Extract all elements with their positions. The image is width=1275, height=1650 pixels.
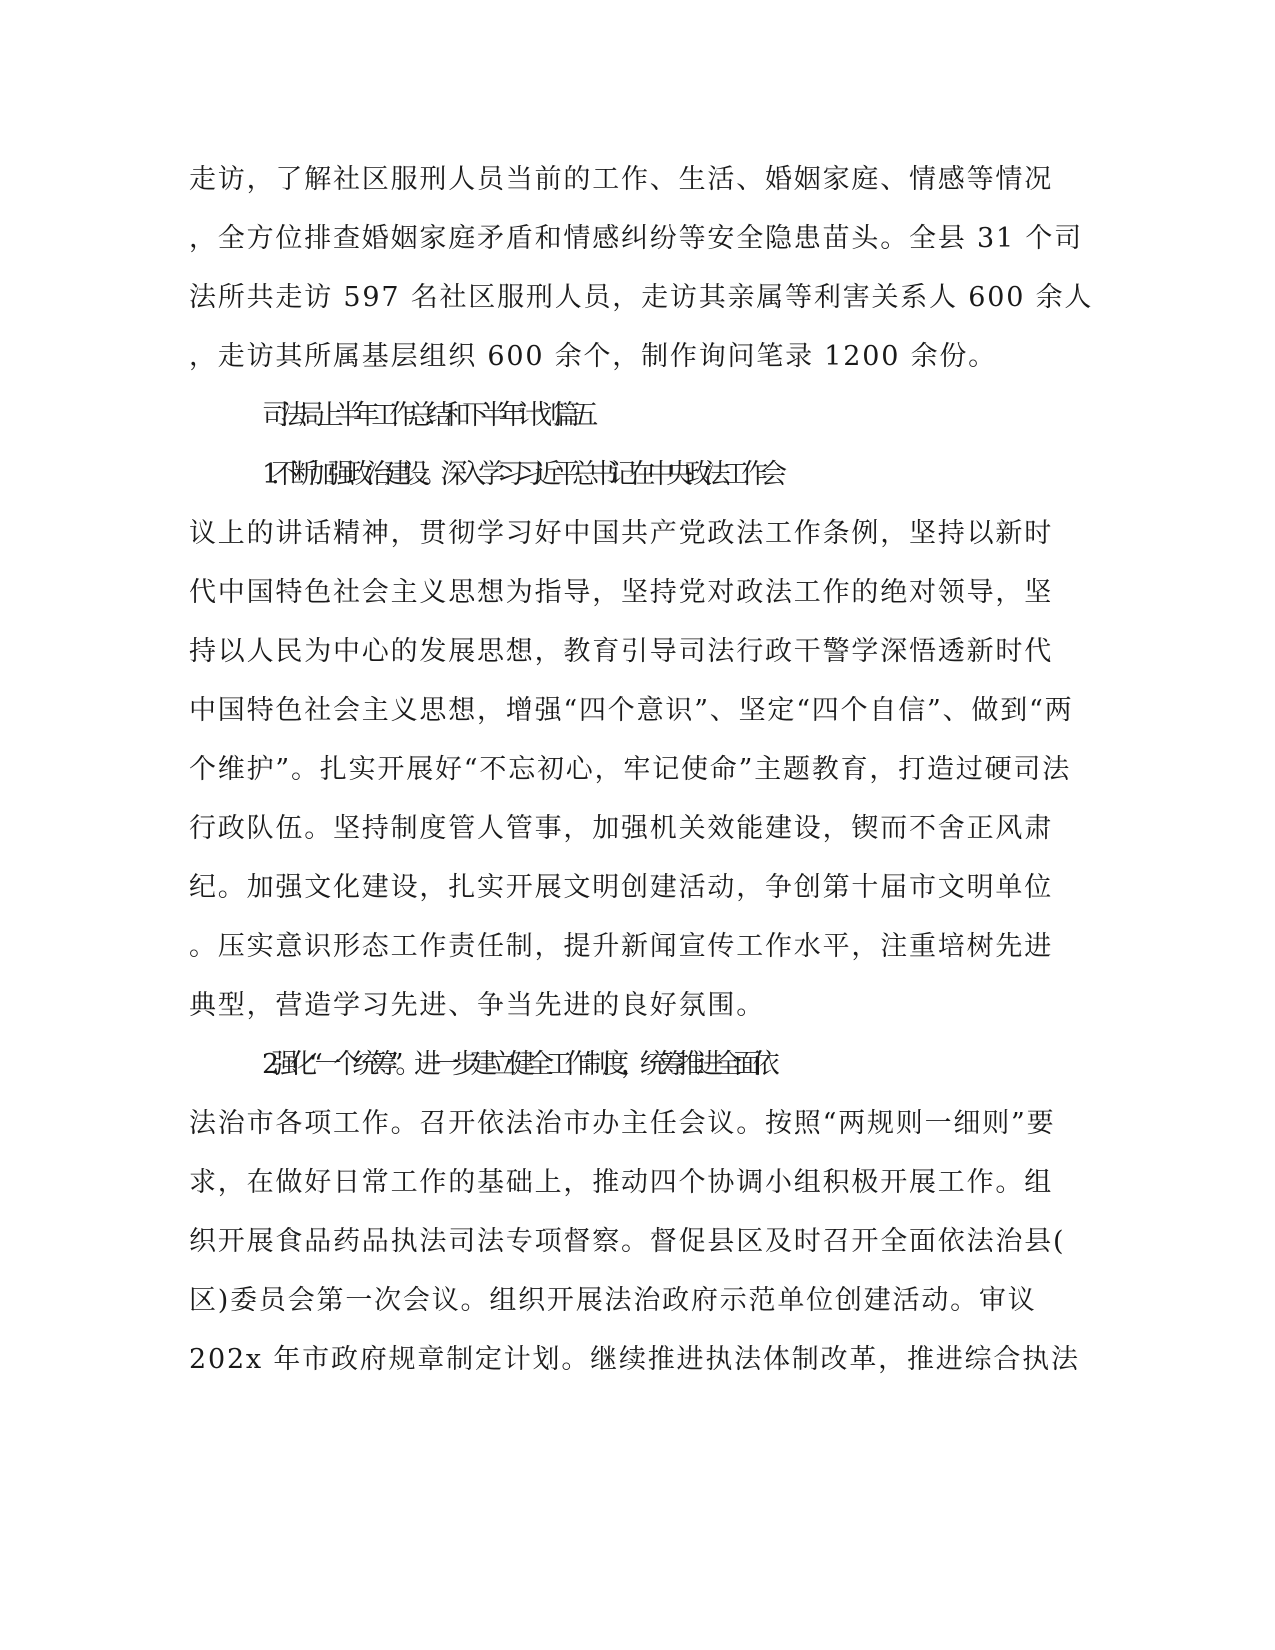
paragraph-line: 区)委员会第一次会议。组织开展法治政府示范单位创建活动。审议 (189, 1285, 1037, 1316)
paragraph-line: ，全方位排查婚姻家庭矛盾和情感纠纷等安全隐患苗头。全县 31 个司 (189, 223, 1083, 254)
paragraph-line: ，走访其所属基层组织 600 余个，制作询问笔录 1200 余份。 (189, 341, 997, 372)
paragraph-line: 持以人民为中心的发展思想，教育引导司法行政干警学深悟透新时代 (189, 636, 1053, 667)
paragraph-line: 典型，营造学习先进、争当先进的良好氛围。 (189, 990, 765, 1021)
paragraph-line: 议上的讲话精神，贯彻学习好中国共产党政法工作条例，坚持以新时 (189, 518, 1053, 549)
section-heading: 司法局上半年工作总结和下半年计划篇五 (262, 400, 590, 431)
paragraph-line: 纪。加强文化建设，扎实开展文明创建活动，争创第十届市文明单位 (189, 872, 1053, 903)
paragraph-line: 织开展食品药品执法司法专项督察。督促县区及时召开全面依法治县( (189, 1226, 1066, 1257)
paragraph-line: 中国特色社会主义思想，增强“四个意识”、坚定“四个自信”、做到“两 (189, 695, 1074, 726)
paragraph-line: 法治市各项工作。召开依法治市办主任会议。按照“两规则一细则”要 (189, 1108, 1056, 1139)
paragraph-line: 求，在做好日常工作的基础上，推动四个协调小组积极开展工作。组 (189, 1167, 1053, 1198)
paragraph-line: 2.强化“一个统筹”。进一步建立健全工作制度，统筹推进全面依 (262, 1049, 772, 1080)
paragraph-line: 个维护”。扎实开展好“不忘初心，牢记使命”主题教育，打造过硬司法 (189, 754, 1072, 785)
paragraph-line: 法所共走访 597 名社区服刑人员，走访其亲属等利害关系人 600 余人 (189, 282, 1094, 313)
paragraph-line: 1.不断加强政治建设。深入学习习近平总书记在中央政法工作会 (262, 459, 779, 490)
paragraph-line: 走访，了解社区服刑人员当前的工作、生活、婚姻家庭、情感等情况 (189, 164, 1053, 195)
paragraph-line: 行政队伍。坚持制度管人管事，加强机关效能建设，锲而不舍正风肃 (189, 813, 1053, 844)
paragraph-line: 202x 年市政府规章制定计划。继续推进执法体制改革，推进综合执法 (189, 1344, 1080, 1375)
paragraph-line: 代中国特色社会主义思想为指导，坚持党对政法工作的绝对领导，坚 (189, 577, 1053, 608)
paragraph-line: 。压实意识形态工作责任制，提升新闻宣传工作水平，注重培树先进 (189, 931, 1053, 962)
